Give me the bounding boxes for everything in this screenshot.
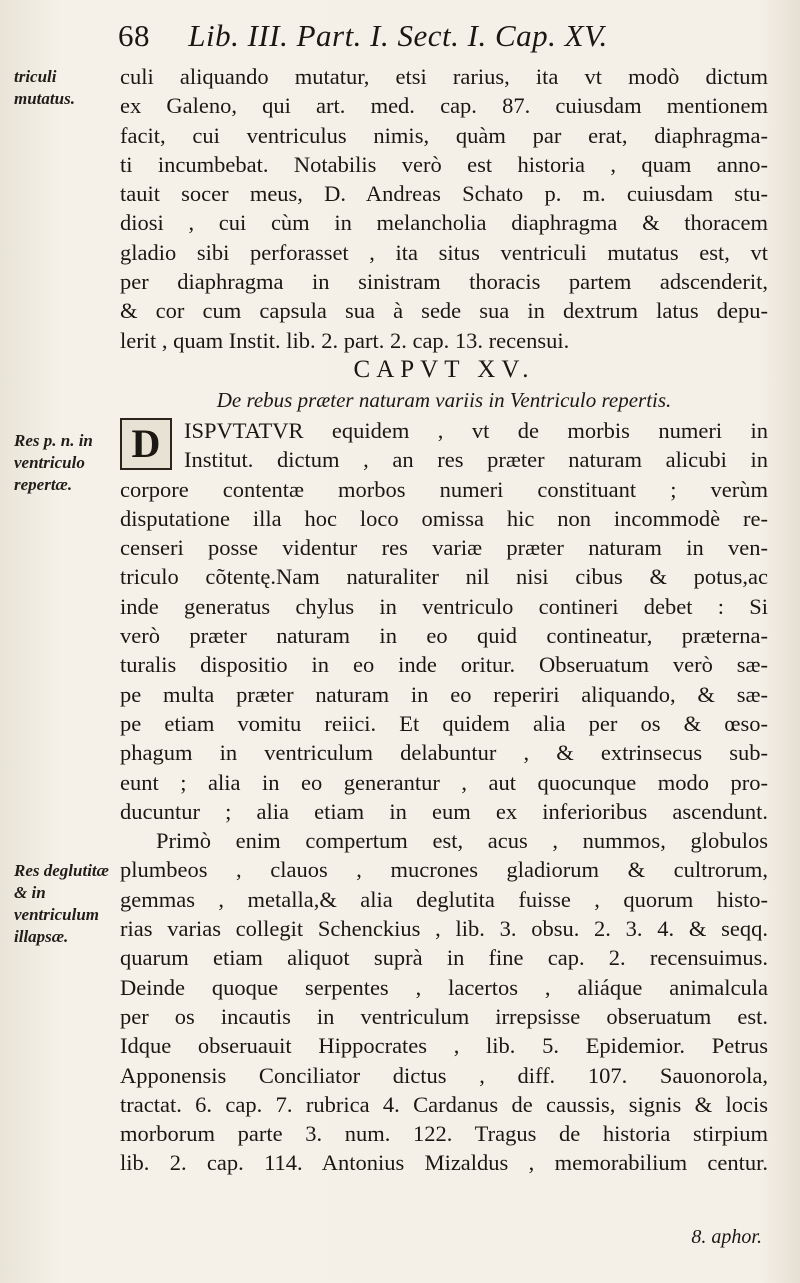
text-line: pe etiam vomitu reiici. Et quidem alia per os & œso- — [120, 710, 768, 736]
text-line: per os incautis in ventriculum irrepsisse obseruatum est. — [120, 1003, 768, 1029]
text-line: & cor cum capsula sua à sede sua in dextrum latus depu- — [120, 298, 768, 324]
text-line: Primò enim compertum est, acus , nummos, globulos — [156, 828, 768, 854]
page-number: 68 — [118, 18, 150, 53]
text-line: phagum in ventriculum delabuntur , & extrinsecus sub- — [120, 740, 768, 766]
text-line: ex Galeno, qui art. med. cap. 87. cuiusdam mentionem — [120, 93, 768, 119]
paragraph-2 — [120, 826, 768, 1178]
text-line: plumbeos , clauos , mucrones gladiorum & cultrorum, — [120, 857, 768, 883]
text-line: tauit socer meus, D. Andreas Schato p. m. cuiusdam stu- — [120, 181, 768, 207]
text-line: per diaphragma in sinistram thoracis partem adscenderit, — [120, 269, 768, 295]
margin-note-ventriculi-mutatus: triculi mutatus. — [14, 67, 75, 108]
text-line: Idque obseruauit Hippocrates , lib. 5. Epidemior. Petrus — [120, 1033, 768, 1059]
text-line: censeri posse videntur res variæ præter naturam in ven- — [120, 535, 768, 561]
text-line: morborum parte 3. num. 122. Tragus de historia stirpium — [120, 1121, 768, 1147]
text-line: lib. 2. cap. 114. Antonius Mizaldus , memorabilium centur. — [120, 1150, 768, 1176]
text-line: ISPVTATVR equidem , vt de morbis numeri in — [184, 417, 768, 443]
text-block-top — [120, 62, 768, 355]
chapter-heading: CAPVT XV. — [353, 355, 535, 383]
text-line: verò præter naturam in eo quid contineatur, præterna- — [120, 623, 768, 649]
text-line: quarum etiam aliquot suprà in fine cap. 2. recensuimus. — [120, 945, 768, 971]
main-text — [120, 62, 768, 1178]
text-line: diosi , cui cùm in melancholia diaphragma & thoracem — [120, 210, 768, 236]
text-line: eunt ; alia in eo generantur , aut quocunque modo pro- — [120, 769, 768, 795]
text-line: Apponensis Conciliator dictus , diff. 107. Sauonorola, — [120, 1062, 768, 1088]
paragraph-1 — [120, 416, 768, 826]
text-line: Institut. dictum , an res præter naturam alicubi in — [184, 447, 768, 473]
catchword: 8. aphor. — [691, 1226, 762, 1248]
running-title: Lib. III. Part. I. Sect. I. Cap. XV. — [188, 18, 608, 53]
text-line: pe multa præter naturam in eo reperiri aliquando, & sæ- — [120, 681, 768, 707]
text-line: inde generatus chylus in ventriculo contineri debet : Si — [120, 593, 768, 619]
text-line: corpore contentæ morbos numeri constituant ; verùm — [120, 476, 768, 502]
text-line: ducuntur ; alia etiam in eum ex inferioribus ascendunt. — [120, 798, 768, 824]
text-line: gemmas , metalla,& alia deglutita fuisse , quorum histo- — [120, 886, 768, 912]
margin-note-res-repertae: Res p. n. in ventriculo repertæ. — [14, 431, 93, 494]
text-line: gladio sibi perforasset , ita situs ventriculi mutatus est, vt — [120, 239, 768, 265]
text-line: triculo cõtentę.Nam naturaliter nil nisi cibus & potus,ac — [120, 564, 768, 590]
text-line: ti incumbebat. Notabilis verò est historia , quam anno- — [120, 151, 768, 177]
chapter-subtitle: De rebus præter naturam variis in Ventriculo repertis. — [216, 387, 672, 412]
text-line: culi aliquando mutatur, etsi rarius, ita vt modò dictum — [120, 64, 768, 89]
text-line: Deinde quoque serpentes , lacertos , aliáque animalcula — [120, 974, 768, 1000]
text-line: lerit , quam Instit. lib. 2. part. 2. cap. 13. recensui. — [120, 327, 570, 353]
text-line: rias varias collegit Schenckius , lib. 3. obsu. 2. 3. 4. & seqq. — [120, 916, 768, 942]
text-line: disputatione illa hoc loco omissa hic non incommodè re- — [120, 505, 768, 531]
text-line: tractat. 6. cap. 7. rubrica 4. Cardanus de caussis, signis & locis — [120, 1091, 768, 1117]
text-line: turalis dispositio in eo inde oritur. Obseruatum verò sæ- — [120, 652, 768, 678]
drop-cap-initial: D — [120, 418, 172, 470]
running-header — [118, 18, 768, 58]
text-line: facit, cui ventriculus nimis, quàm par erat, diaphragma- — [120, 122, 768, 148]
margin-note-res-deglutitae: Res deglutitæ & in ventriculum illapsæ. — [14, 861, 109, 946]
